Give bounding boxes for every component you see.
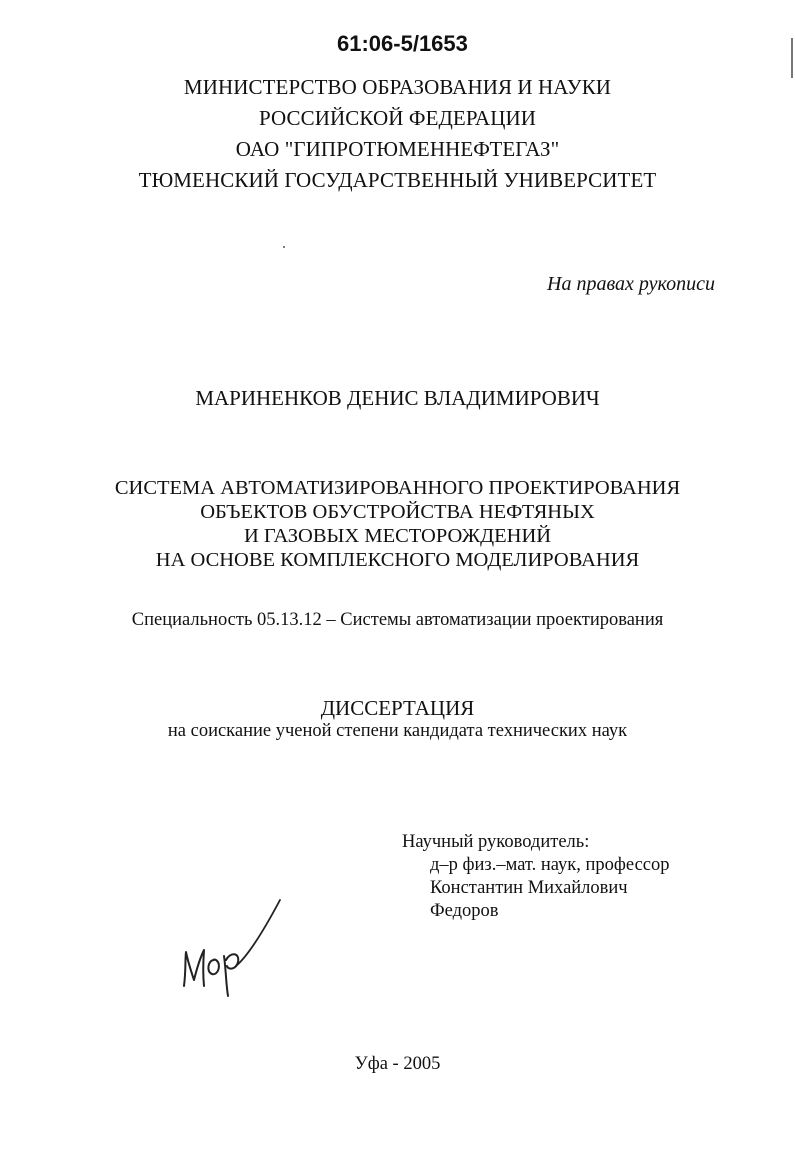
institution-line: ОАО "ГИПРОТЮМЕННЕФТЕГАЗ" — [235, 137, 560, 161]
institution-line: РОССИЙСКОЙ ФЕДЕРАЦИИ — [259, 106, 536, 130]
place-and-year: Уфа - 2005 — [354, 1054, 441, 1074]
dissertation-title — [0, 476, 795, 572]
title-line: ОБЪЕКТОВ ОБУСТРОЙСТВА НЕФТЯНЫХ — [200, 501, 595, 523]
title-line: СИСТЕМА АВТОМАТИЗИРОВАННОГО ПРОЕКТИРОВАНИЯ — [114, 477, 681, 499]
title-line: И ГАЗОВЫХ МЕСТОРОЖДЕНИЙ — [243, 525, 552, 547]
author-name: МАРИНЕНКОВ ДЕНИС ВЛАДИМИРОВИЧ — [195, 386, 600, 410]
manuscript-rights-note: На правах рукописи — [547, 273, 715, 295]
supervisor-label: Научный руководитель: — [402, 832, 590, 852]
institution-line: ТЮМЕНСКИЙ ГОСУДАРСТВЕННЫЙ УНИВЕРСИТЕТ — [138, 168, 657, 192]
library-stamp: 61:06-5/1653 — [337, 31, 468, 56]
speck — [283, 246, 285, 248]
dissertation-label: ДИССЕРТАЦИЯ — [320, 696, 475, 720]
handwritten-signature — [170, 890, 290, 1000]
institution-header — [0, 72, 795, 196]
specialty-line: Специальность 05.13.12 – Системы автоматизации проектирования — [131, 610, 664, 630]
supervisor-block — [402, 831, 670, 923]
title-line: НА ОСНОВЕ КОМПЛЕКСНОГО МОДЕЛИРОВАНИЯ — [155, 549, 640, 571]
degree-line: на соискание ученой степени кандидата технических наук — [167, 721, 628, 741]
supervisor-rank: д–р физ.–мат. наук, профессор — [430, 855, 670, 875]
supervisor-name: Константин Михайлович — [430, 878, 628, 898]
institution-line: МИНИСТЕРСТВО ОБРАЗОВАНИЯ И НАУКИ — [183, 75, 612, 99]
supervisor-surname: Федоров — [430, 901, 499, 921]
